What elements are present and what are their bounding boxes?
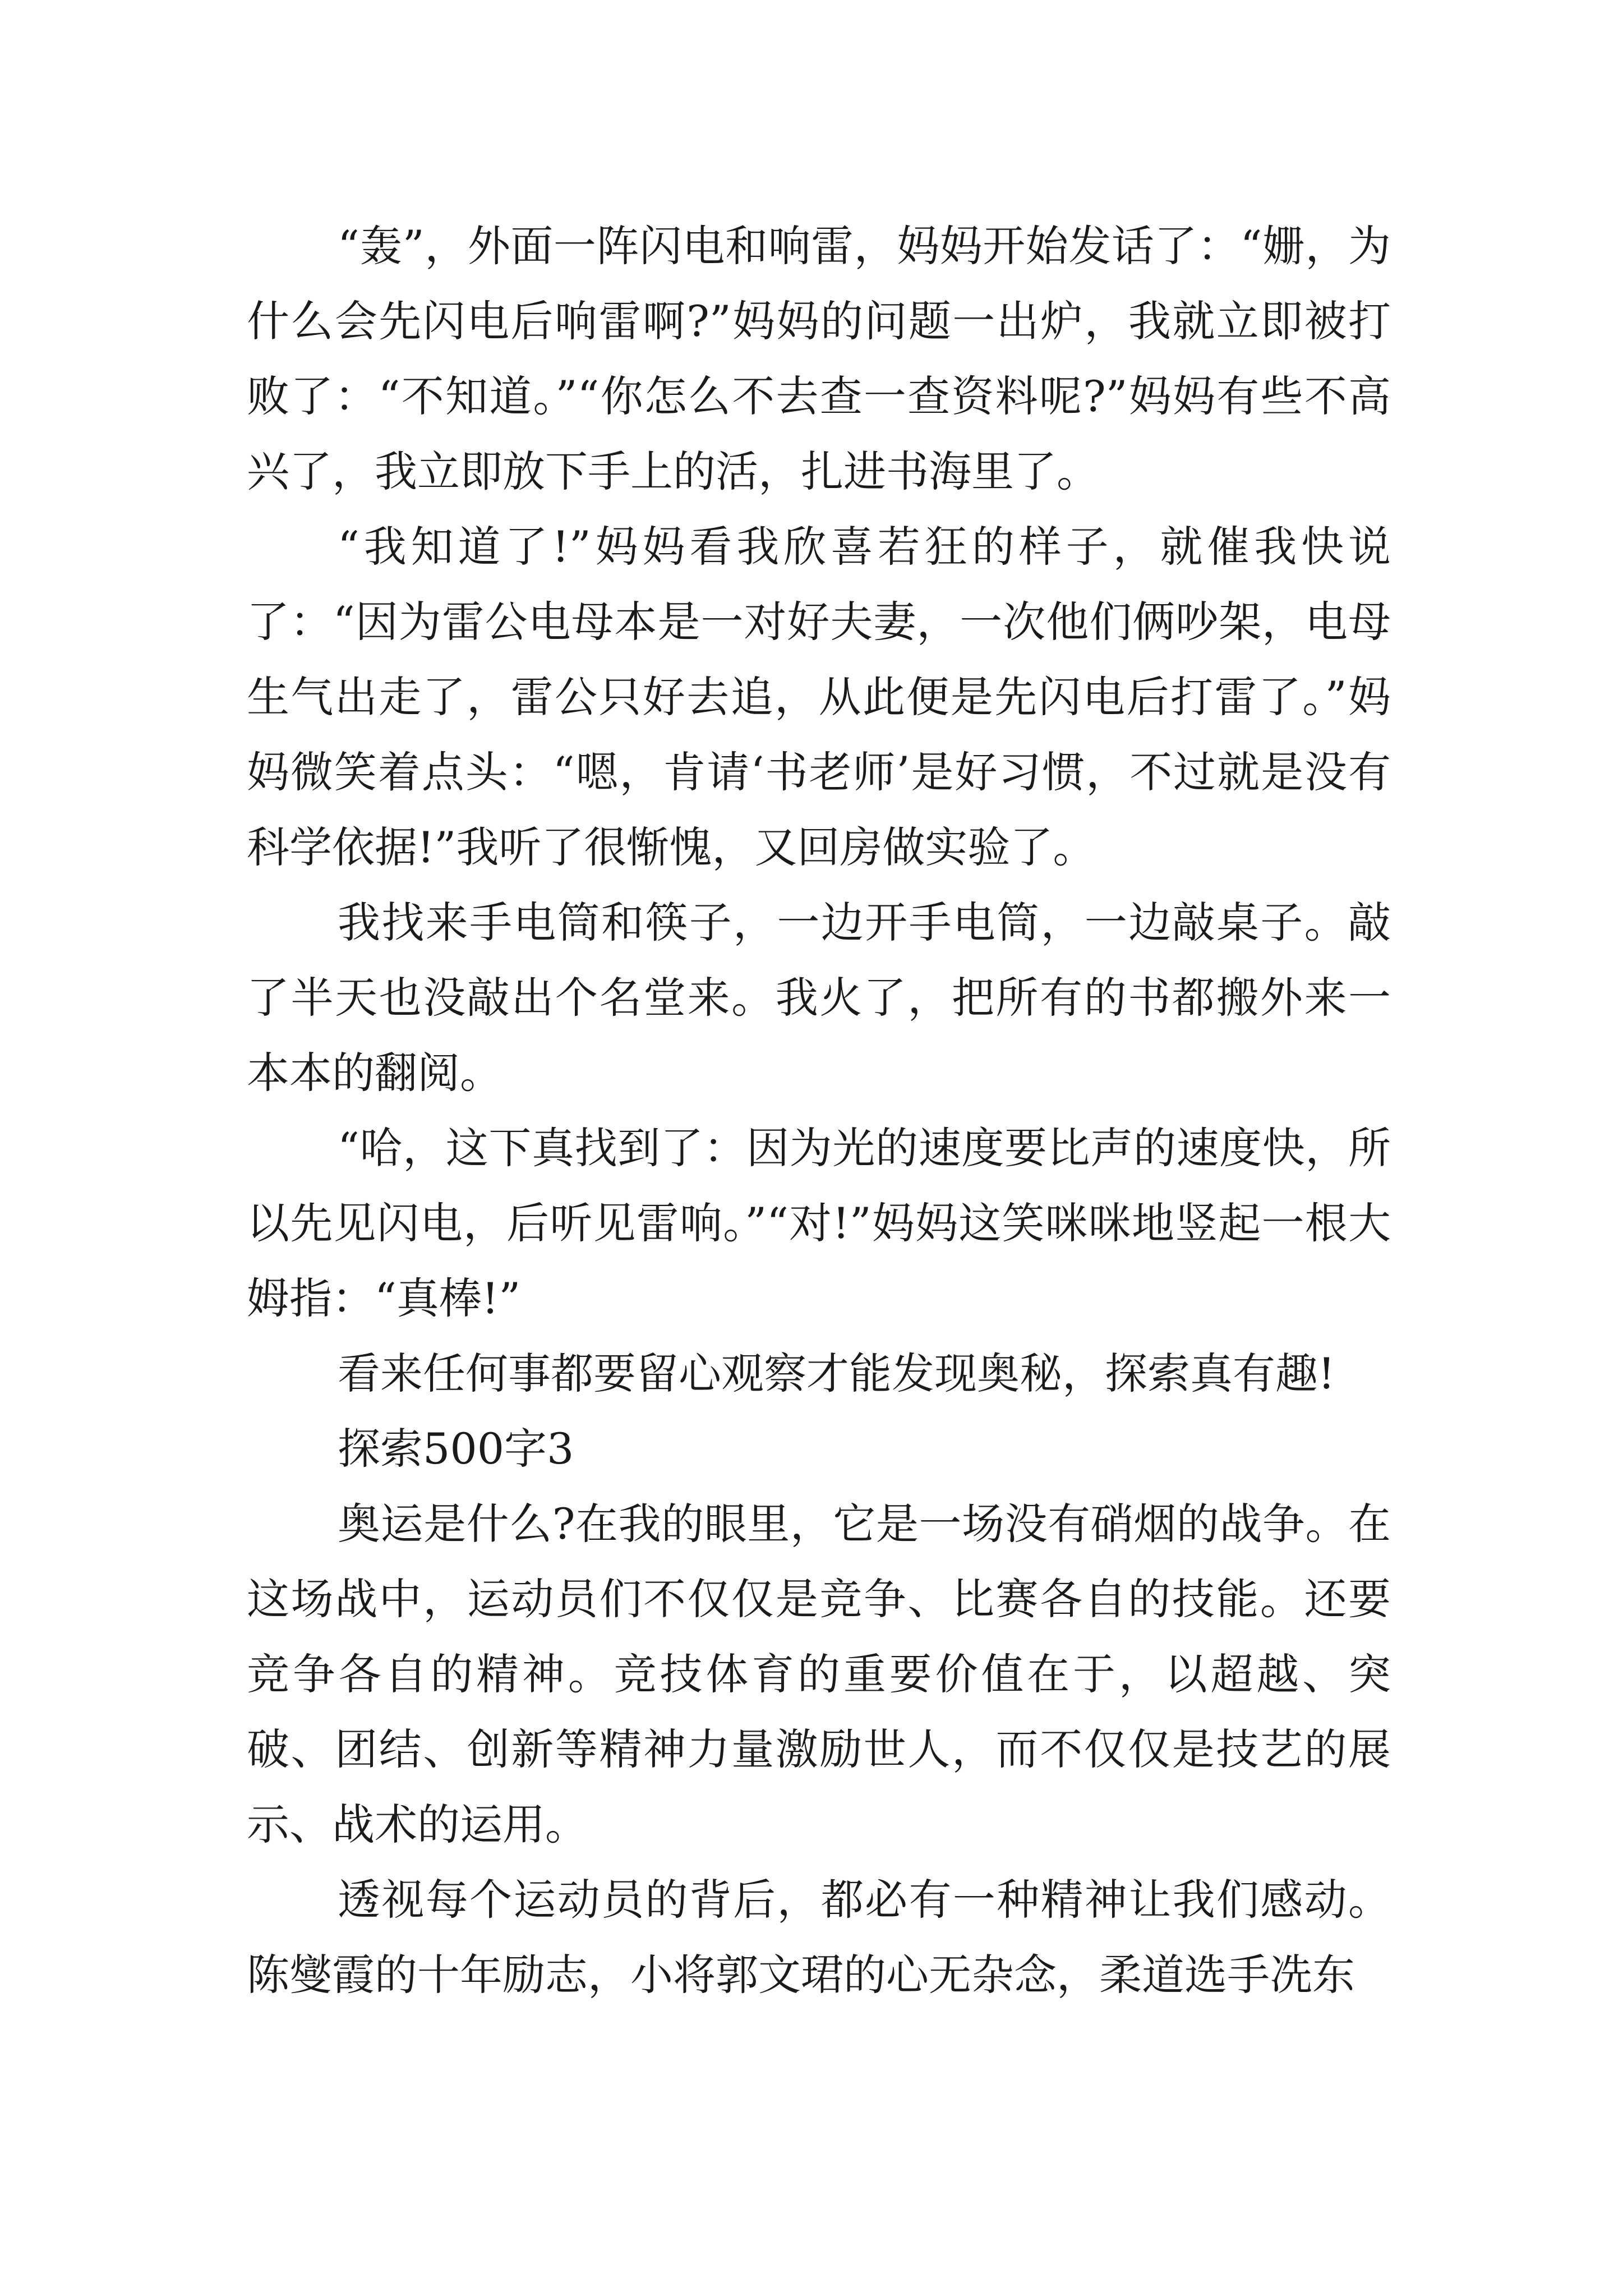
paragraph-experiment: 我找来手电筒和筷子，一边开手电筒，一边敲桌子。敲了半天也没敲出个名堂来。我火了，把所有的书都搬外来一本本的翻阅。 bbox=[247, 898, 1391, 1098]
paragraph-discovery: “哈，这下真找到了：因为光的速度要比声的速度快，所以先见闪电，后听见雷响。”“对!”妈妈这笑咪咪地竖起一根大姆指：“真棒!” bbox=[247, 1123, 1391, 1323]
paragraph-athletes: 透视每个运动员的背后，都必有一种精神让我们感动。陈燮霞的十年励志，小将郭文珺的心无杂念，柔道选手冼东 bbox=[247, 1875, 1391, 2000]
paragraph-olympics: 奥运是什么?在我的眼里，它是一场没有硝烟的战争。在这场战中，运动员们不仅仅是竞争、比赛各自的技能。还要竞争各自的精神。竞技体育的重要价值在于，以超越、突破、团结、创新等精神力量激励世人，而不仅仅是技艺的展示、战术的运用。 bbox=[247, 1499, 1391, 1849]
document-body bbox=[247, 209, 1391, 2013]
paragraph-conclusion: 看来任何事都要留心观察才能发现奥秘，探索真有趣! bbox=[338, 1349, 1335, 1398]
paragraph-myth-answer: “我知道了!”妈妈看我欣喜若狂的样子，就催我快说了：“因为雷公电母本是一对好夫妻，一次他们俩吵架，电母生气出走了，雷公只好去追，从此便是先闪电后打雷了。”妈妈微笑着点头：“嗯，肯请‘书老师’是好习惯，不过就是没有科学依据!”我听了很惭愧，又回房做实验了。 bbox=[247, 522, 1391, 872]
paragraph-thunder-question: “轰”，外面一阵闪电和响雷，妈妈开始发话了：“姗，为什么会先闪电后响雷啊?”妈妈的问题一出炉，我就立即被打败了：“不知道。”“你怎么不去查一查资料呢?”妈妈有些不高兴了，我立即放下手上的活，扎进书海里了。 bbox=[247, 221, 1391, 496]
section-heading: 探索500字3 bbox=[338, 1424, 574, 1474]
